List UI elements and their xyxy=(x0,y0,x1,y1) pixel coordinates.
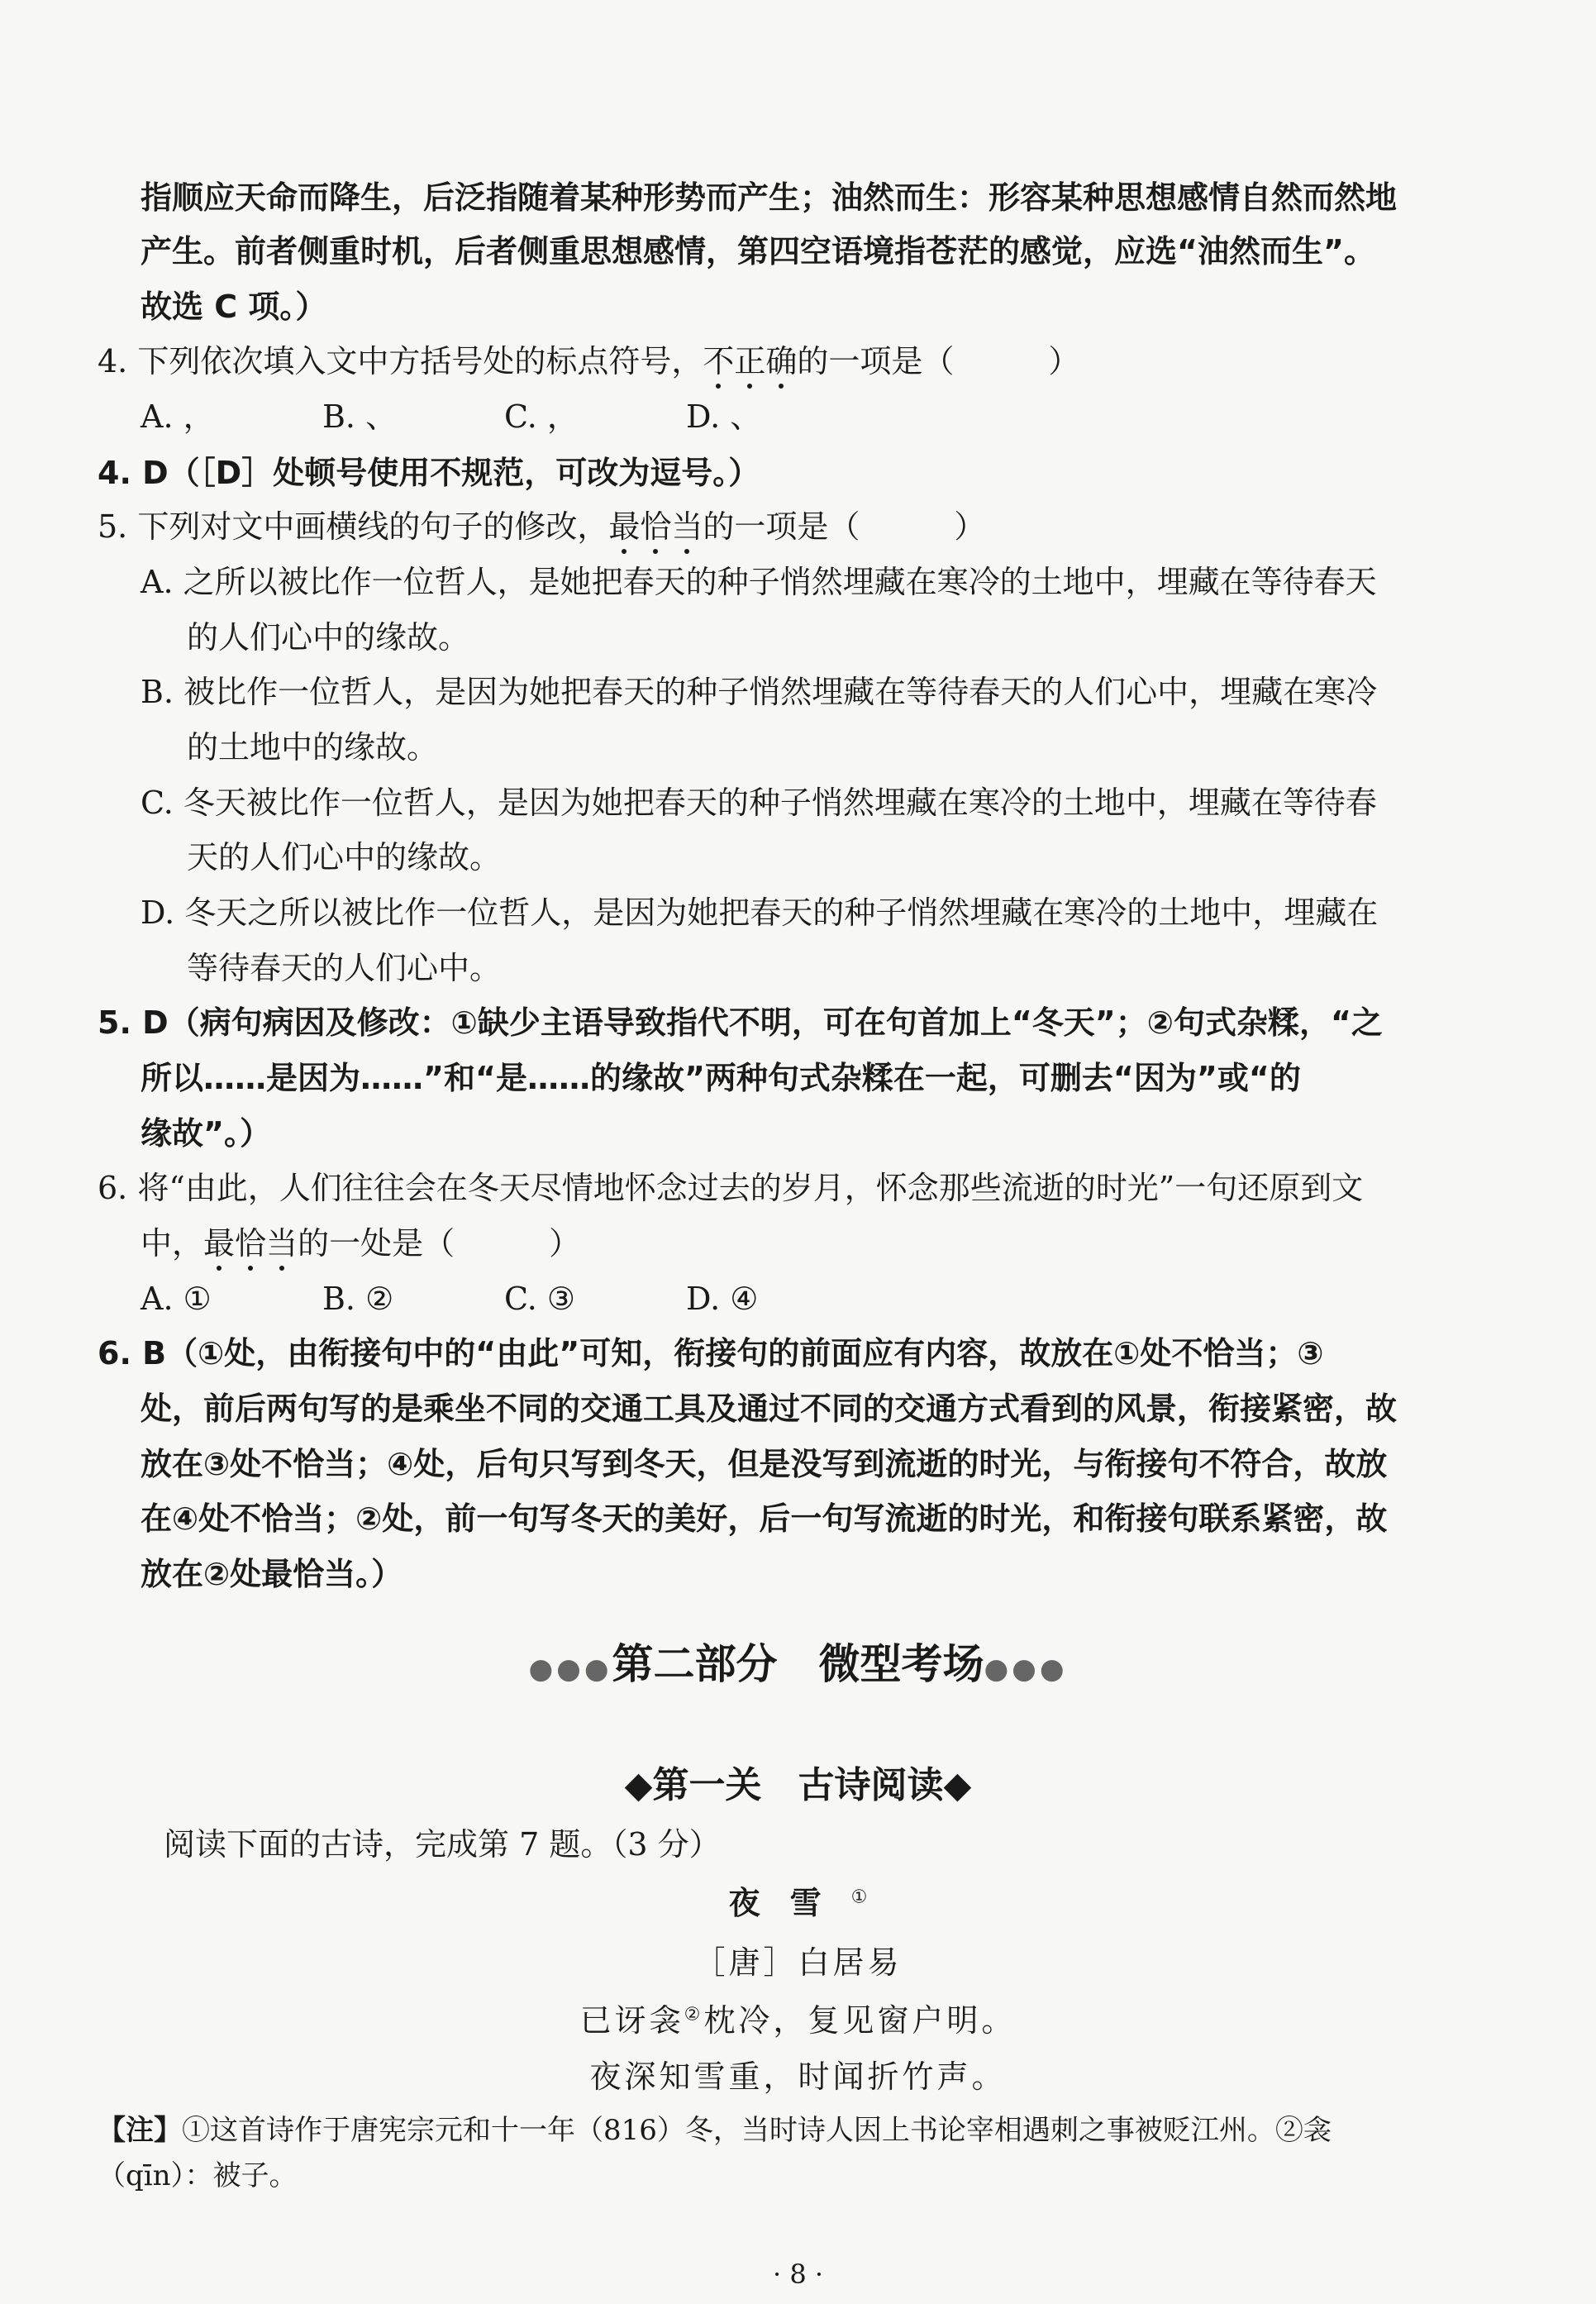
q4-options xyxy=(141,398,868,435)
diamond-left-icon: ◆ xyxy=(624,1764,653,1806)
q6-option-c: C. ③ xyxy=(504,1281,575,1317)
q5-option-c-line-2: 天的人们心中的缘故。 xyxy=(187,839,502,875)
note-line-2: （qīn）：被子。 xyxy=(98,2159,298,2192)
level-one-title: 第一关 古诗阅读 xyxy=(652,1764,944,1806)
poem-line-1-a: 已讶衾 xyxy=(579,2002,684,2039)
q6-answer-line-2: 处，前后两句写的是乘坐不同的交通工具及通过不同的交通方式看到的风景，衔接紧密，故 xyxy=(141,1391,1398,1427)
q6-answer-line-3: 放在③处不恰当；④处，后句只写到冬天，但是没写到流逝的时光，与衔接句不符合，故放 xyxy=(141,1446,1388,1482)
diamond-right-icon: ◆ xyxy=(943,1764,972,1806)
q4-stem xyxy=(98,343,1080,379)
level-one-heading xyxy=(0,1764,1596,1806)
note-text-1: ①这首诗作于唐宪宗元和十一年（816）冬，当时诗人因上书论宰相遇刺之事被贬江州。②衾 xyxy=(182,2114,1332,2147)
q4-stem-pre: 4. 下列依次填入文中方括号处的标点符号， xyxy=(98,343,703,379)
q4-emphasis-char: 正 xyxy=(734,343,766,379)
q6-options xyxy=(141,1281,868,1317)
q5-emphasis-char: 恰 xyxy=(640,508,672,545)
q5-option-d-line-1: D. 冬天之所以被比作一位哲人，是因为她把春天的种子悄然埋藏在寒冷的土地中，埋藏在 xyxy=(141,894,1379,931)
q5-answer-line-3: 缘故”。） xyxy=(141,1115,271,1152)
q5-stem-pre: 5. 下列对文中画横线的句子的修改， xyxy=(98,508,609,545)
q4-stem-post: 的一项是（ ） xyxy=(797,343,1080,379)
explanation-line-3: 故选 C 项。） xyxy=(141,289,327,325)
q4-option-c: C. ， xyxy=(504,398,579,435)
q6-option-b: B. ② xyxy=(322,1281,394,1317)
q5-emphasis-char: 最 xyxy=(608,508,641,545)
q6-answer-line-4: 在④处不恰当；②处，前一句写冬天的美好，后一句写流逝的时光，和衔接句联系紧密，故 xyxy=(141,1500,1388,1537)
q6-option-d: D. ④ xyxy=(686,1281,759,1317)
q6-stem-pre: 中， xyxy=(141,1225,204,1262)
q5-option-b-line-2: 的土地中的缘故。 xyxy=(187,729,439,766)
dots-left-icon: ●●● xyxy=(528,1653,612,1686)
q6-stem-post: 的一处是（ ） xyxy=(298,1225,581,1262)
poem-author: ［唐］白居易 xyxy=(693,1944,903,1981)
note-tag: 【注】 xyxy=(98,2114,182,2147)
q5-option-a-line-1: A. 之所以被比作一位哲人，是她把春天的种子悄然埋藏在寒冷的土地中，埋藏在等待春天 xyxy=(141,564,1377,600)
q6-emphasis-char: 最 xyxy=(203,1225,236,1262)
poem-title-note-mark: ① xyxy=(850,1887,868,1908)
q5-answer-line-2: 所以……是因为……”和“是……的缘故”两种句式杂糅在一起，可删去“因为”或“的 xyxy=(141,1060,1301,1096)
note-line-1 xyxy=(98,2114,1332,2147)
poem-line-1 xyxy=(0,2002,1596,2039)
part-two-title: 第二部分 微型考场 xyxy=(612,1639,984,1688)
q6-stem-line-2 xyxy=(141,1225,581,1262)
q4-emphasis-char: 不 xyxy=(703,343,735,379)
q6-stem-line-1: 6. 将“由此，人们往往会在冬天尽情地怀念过去的岁月，怀念那些流逝的时光”一句还原到文 xyxy=(98,1170,1364,1206)
q5-answer-line-1: 5. D（病句病因及修改：①缺少主语导致指代不明，可在句首加上“冬天”；②句式杂糅，“之 xyxy=(98,1004,1383,1041)
q6-emphasis-char: 当 xyxy=(266,1225,298,1262)
q5-option-c-line-1: C. 冬天被比作一位哲人，是因为她把春天的种子悄然埋藏在寒冷的土地中，埋藏在等待春 xyxy=(141,785,1377,821)
part-two-heading xyxy=(0,1639,1596,1688)
dots-right-icon: ●●● xyxy=(984,1653,1068,1686)
q5-option-a-line-2: 的人们心中的缘故。 xyxy=(187,619,470,656)
q6-emphasis-char: 恰 xyxy=(235,1225,267,1262)
q4-answer: 4. D（［D］处顿号使用不规范，可改为逗号。） xyxy=(98,455,760,491)
q6-answer-line-1: 6. B（①处，由衔接句中的“由此”可知，衔接句的前面应有内容，故放在①处不恰当；③ xyxy=(98,1335,1324,1371)
q4-option-b: B. 、 xyxy=(322,398,398,435)
q5-stem xyxy=(98,508,986,545)
poem-title: 夜雪 xyxy=(728,1885,851,1921)
poem-line-2: 夜深知雪重，时闻折竹声。 xyxy=(589,2058,1007,2095)
poem-title-row xyxy=(0,1887,1596,1919)
level-one-instruction: 阅读下面的古诗，完成第 7 题。（3 分） xyxy=(164,1826,721,1863)
q5-stem-post: 的一项是（ ） xyxy=(703,508,986,545)
q6-option-a: A. ① xyxy=(141,1281,212,1317)
poem-line-1-note-mark: ② xyxy=(684,2004,704,2025)
page-number: · 8 · xyxy=(772,2259,824,2290)
q4-option-a: A. ， xyxy=(141,398,215,435)
poem-line-1-b: 枕冷，复见窗户明。 xyxy=(703,2002,1017,2039)
explanation-line-2: 产生。前者侧重时机，后者侧重思想感情，第四空语境指苍茫的感觉，应选“油然而生”。 xyxy=(141,233,1375,270)
q4-option-d: D. 、 xyxy=(686,398,762,435)
q6-answer-line-5: 放在②处最恰当。） xyxy=(141,1556,403,1592)
explanation-line-1: 指顺应天命而降生，后泛指随着某种形势而产生；油然而生：形容某种思想感情自然而然地 xyxy=(141,179,1398,216)
q4-emphasis-char: 确 xyxy=(765,343,798,379)
q5-option-b-line-1: B. 被比作一位哲人，是因为她把春天的种子悄然埋藏在等待春天的人们心中，埋藏在寒冷 xyxy=(141,674,1378,710)
q5-emphasis-char: 当 xyxy=(671,508,703,545)
q5-option-d-line-2: 等待春天的人们心中。 xyxy=(187,950,502,986)
